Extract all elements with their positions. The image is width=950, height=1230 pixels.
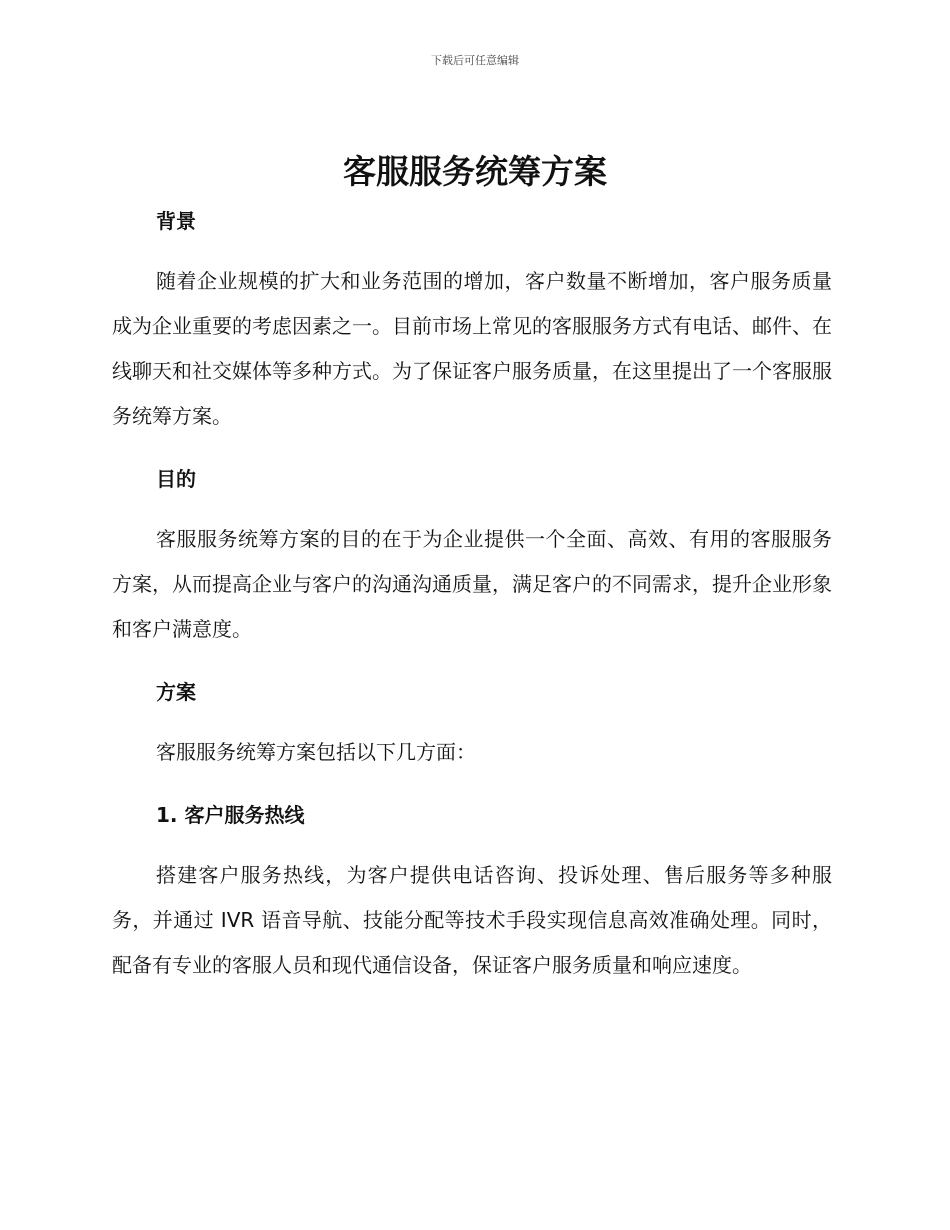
section-paragraph-plan: 客服服务统筹方案包括以下几方面：	[156, 740, 476, 764]
section-heading-plan: 方案	[156, 680, 196, 704]
section-heading-hotline: 1. 客户服务热线	[156, 803, 305, 827]
document-title: 客服服务统筹方案	[343, 152, 607, 191]
section-paragraph-background: 随着企业规模的扩大和业务范围的增加，客户数量不断增加，客户服务质量成为企业重要的考虑因素之一。目前市场上常见的客服服务方式有电话、邮件、在线聊天和社交媒体等多种方式。为了保证客户服务质量，在这里提出了一个客服服务统筹方案。	[112, 269, 832, 428]
section-paragraph-hotline: 搭建客户服务热线，为客户提供电话咨询、投诉处理、售后服务等多种服务，并通过 IVR 语音导航、技能分配等技术手段实现信息高效准确处理。同时，配备有专业的客服人员和现代通信设备，保证客户服务质量和响应速度。	[112, 863, 832, 977]
header-note: 下载后可任意编辑	[431, 54, 519, 67]
section-paragraph-purpose: 客服服务统筹方案的目的在于为企业提供一个全面、高效、有用的客服服务方案，从而提高企业与客户的沟通沟通质量，满足客户的不同需求，提升企业形象和客户满意度。	[112, 527, 832, 641]
section-heading-background: 背景	[156, 209, 196, 233]
document-body	[112, 203, 832, 988]
section-heading-purpose: 目的	[156, 467, 196, 491]
